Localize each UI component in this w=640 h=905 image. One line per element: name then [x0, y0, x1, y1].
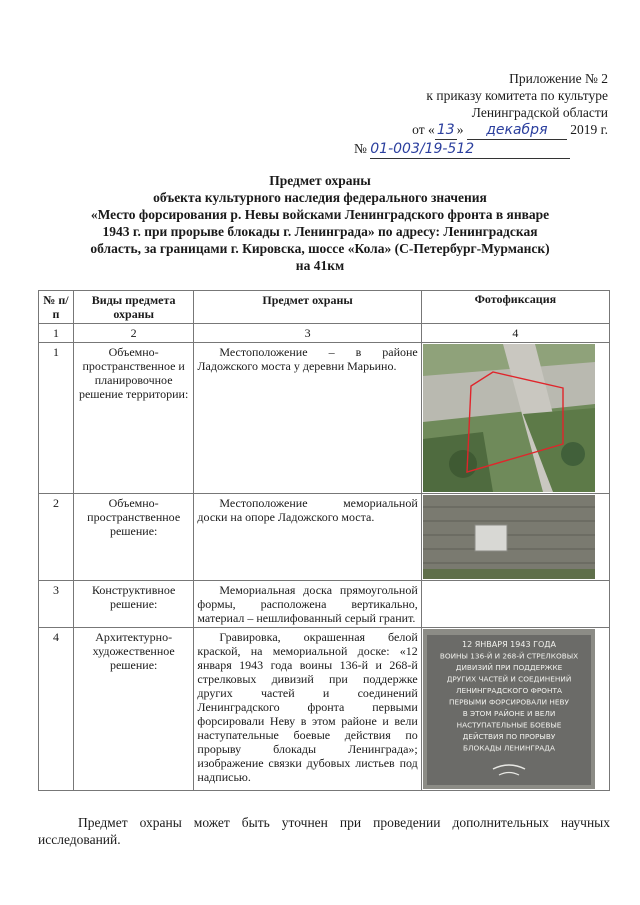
row-num: 4 — [39, 628, 74, 791]
row-num: 1 — [39, 343, 74, 494]
row-type: Объемно-пространственное решение: — [73, 494, 194, 581]
photo-cell-empty — [421, 581, 609, 628]
row-type: Объемно-пространственное и планировочное решение территории: — [73, 343, 194, 494]
protection-table — [38, 290, 610, 791]
date-day-handwritten: 13 — [435, 122, 457, 140]
row-subject: Местоположение – в районе Ладожского моста у деревни Марьино. — [194, 343, 421, 494]
order-number — [348, 140, 608, 159]
table-row — [39, 628, 610, 791]
plaque-inscription-line: ДЕЙСТВИЯ ПО ПРОРЫВУ — [462, 732, 556, 741]
plaque-inscription-line: В ЭТОМ РАЙОНЕ И ВЕЛИ — [462, 709, 556, 718]
row-type: Архитектурно-художественное решение: — [73, 628, 194, 791]
plaque-inscription-line: ПЕРВЫМИ ФОРСИРОВАЛИ НЕВУ — [448, 697, 569, 707]
order-date — [348, 121, 608, 140]
date-year: 2019 г. — [570, 122, 608, 137]
row-num: 2 — [39, 494, 74, 581]
index-cell: 2 — [73, 324, 194, 343]
row-num: 3 — [39, 581, 74, 628]
table-row — [39, 581, 610, 628]
heading-line-5: область, за границами г. Кировска, шоссе «Кола» (С-Петербург-Мурманск) — [90, 241, 550, 256]
table-row — [39, 494, 610, 581]
row-subject: Местоположение мемориальной доски на опоре Ладожского моста. — [194, 494, 421, 581]
row-subject: Гравировка, окрашенная белой краской, на мемориальной доске: «12 января 1943 года воины 136-й и 268-й стрелковых дивизий при поддержке других частей и соединений Ленинградского фронта первыми форсировали Неву в этом районе и вели наступательные боевые действия по прорыву блокады Ленинграда»; изображение связки дубовых листьев под надписью. — [194, 628, 421, 791]
number-handwritten: 01-003/19-512 — [370, 141, 570, 159]
index-cell: 1 — [39, 324, 74, 343]
header-photo: Фотофиксация — [421, 291, 609, 324]
appendix-title: Приложение № 2 — [509, 71, 608, 86]
photo-cell — [421, 494, 609, 581]
plaque-inscription-line: БЛОКАДЫ ЛЕНИНГРАДА — [462, 743, 555, 753]
note-paragraph: Предмет охраны может быть уточнен при проведении дополнительных научных исследований. — [38, 815, 610, 847]
appendix-block — [348, 70, 608, 159]
appendix-order: к приказу комитета по культуре — [426, 88, 608, 103]
memorial-plaque-photo — [423, 629, 595, 789]
plaque-inscription-line: ЛЕНИНГРАДСКОГО ФРОНТА — [455, 686, 562, 695]
heading-line-1: Предмет охраны — [269, 173, 371, 188]
plaque-inscription-line: ДИВИЗИЙ ПРИ ПОДДЕРЖКЕ — [455, 663, 562, 672]
appendix-region: Ленинградской области — [471, 105, 608, 120]
plaque-inscription-line: ВОИНЫ 136-Й И 268-Й СТРЕЛКОВЫХ — [439, 651, 578, 661]
date-month-handwritten: декабря — [467, 122, 567, 140]
header-type: Виды предмета охраны — [73, 291, 194, 324]
plaque-inscription-line: ДРУГИХ ЧАСТЕЙ И СОЕДИНЕНИЙ — [446, 674, 572, 684]
table-row — [39, 343, 610, 494]
heading-line-3: «Место форсирования р. Невы войсками Ленинградского фронта в январе — [90, 207, 550, 222]
plaque-inscription-line: НАСТУПАТЕЛЬНЫЕ БОЕВЫЕ — [456, 720, 562, 730]
aerial-photo — [423, 344, 595, 492]
header-num: № п/п — [39, 291, 74, 324]
photo-cell — [421, 343, 609, 494]
date-mid: » — [456, 122, 464, 137]
bridge-pier-photo — [423, 495, 595, 579]
index-cell: 4 — [421, 324, 609, 343]
date-prefix: от « — [412, 122, 435, 137]
header-subject: Предмет охраны — [194, 291, 421, 324]
document-heading — [40, 172, 600, 274]
row-subject: Мемориальная доска прямоугольной формы, расположена вертикально, материал – нешлифованный серый гранит. — [194, 581, 421, 628]
heading-line-4: 1943 г. при прорыве блокады г. Ленинграда» по адресу: Ленинградская — [102, 224, 538, 239]
heading-line-2: объекта культурного наследия федерального значения — [153, 190, 487, 205]
table-index-row — [39, 324, 610, 343]
table-header-row — [39, 291, 610, 324]
number-prefix: № — [354, 141, 367, 156]
heading-line-6: на 41км — [295, 258, 345, 273]
plaque-inscription-line: 12 ЯНВАРЯ 1943 ГОДА — [461, 640, 556, 649]
index-cell: 3 — [194, 324, 421, 343]
row-type: Конструктивное решение: — [73, 581, 194, 628]
photo-cell — [421, 628, 609, 791]
